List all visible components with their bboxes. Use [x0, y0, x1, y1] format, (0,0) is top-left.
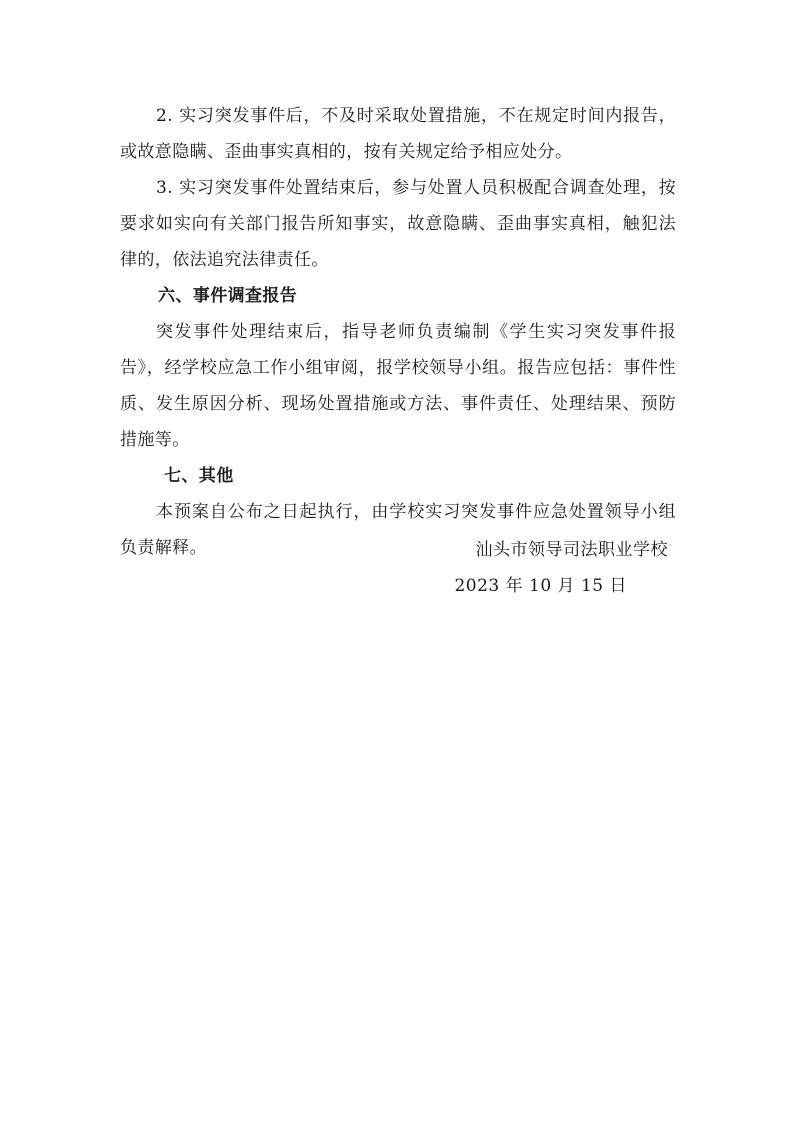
- section-body-investigation-report: 突发事件处理结束后，指导老师负责编制《学生实习突发事件报告》，经学校应急工作小组审阅，报学校领导小组。报告应包括：事件性质、发生原因分析、现场处置措施或方法、事件责任、处理结果、预防措施等。: [120, 322, 676, 450]
- document-body: [120, 98, 676, 566]
- section-body-other: 本预案自公布之日起执行，由学校实习突发事件应急处置领导小组负责解释。: [120, 502, 676, 558]
- paragraph-item-3: 3. 实习突发事件处置结束后，参与处置人员积极配合调查处理，按要求如实向有关部门报告所知事实，故意隐瞒、歪曲事实真相，触犯法律的，依法追究法律责任。: [120, 178, 676, 270]
- signature-date: 2023 年 10 月 15 日: [454, 576, 627, 596]
- section-heading-other: 七、其他: [164, 466, 234, 486]
- signature-organization: 汕头市领导司法职业学校: [475, 540, 668, 560]
- section-heading-investigation-report: 六、事件调查报告: [158, 286, 298, 306]
- paragraph-item-2: 2. 实习突发事件后，不及时采取处置措施，不在规定时间内报告，或故意隐瞒、歪曲事实真相的，按有关规定给予相应处分。: [120, 106, 676, 162]
